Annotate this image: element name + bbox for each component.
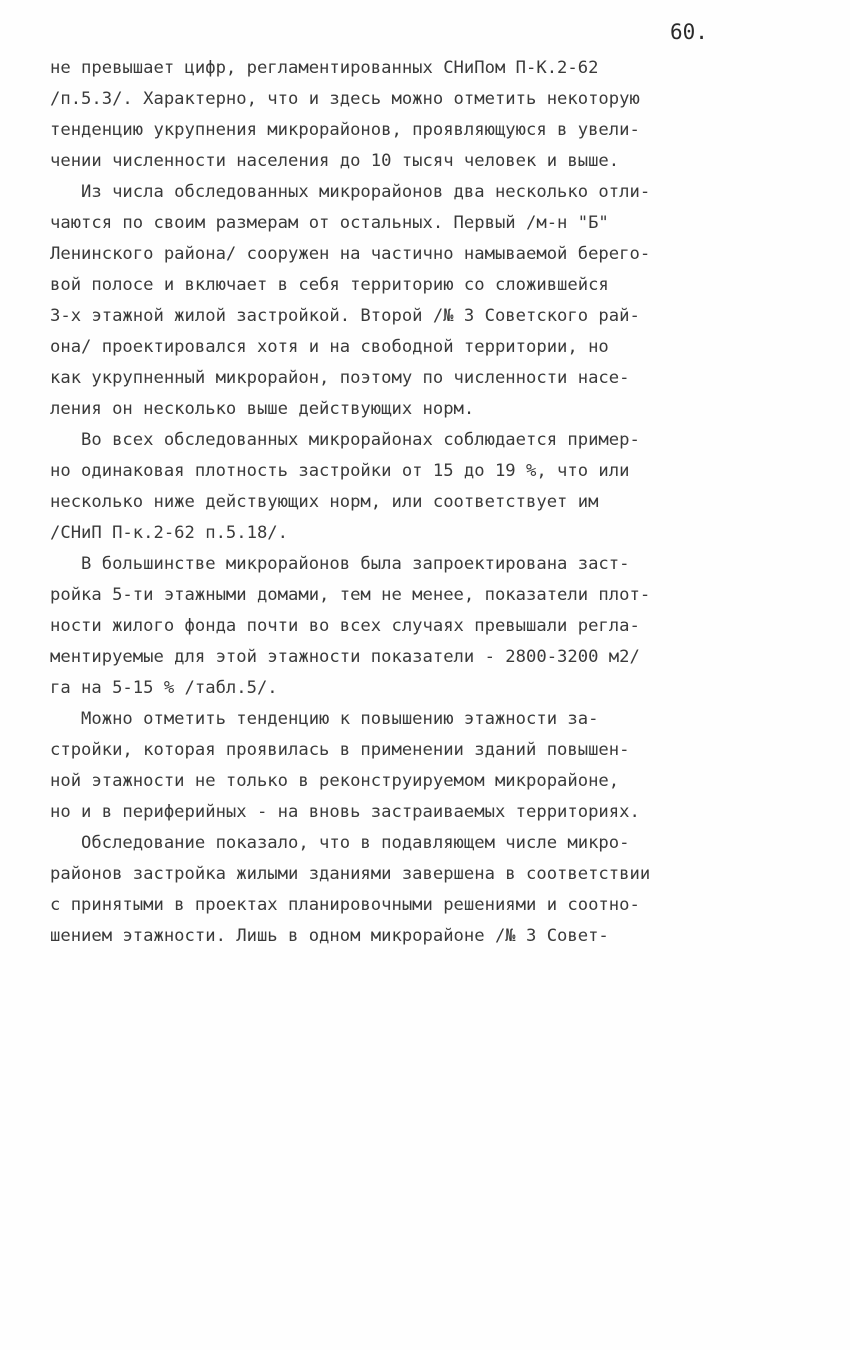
text-line: ности жилого фонда почти во всех случаях превышали регла- [50, 616, 640, 636]
text-line: тенденцию укрупнения микрорайонов, проявляющуюся в увели- [50, 120, 640, 140]
text-line: несколько ниже действующих норм, или соответствует им [50, 492, 599, 512]
text-line: /п.5.3/. Характерно, что и здесь можно отметить некоторую [50, 89, 640, 109]
text-line: но одинаковая плотность застройки от 15 до 19 %, что или [50, 461, 630, 481]
text-line: Из числа обследованных микрорайонов два несколько отли- [50, 182, 651, 202]
body-text [0, 53, 850, 952]
text-line: вой полосе и включает в себя территорию со сложившейся [50, 275, 609, 295]
text-line: с принятыми в проектах планировочными решениями и соотно- [50, 895, 640, 915]
text-line: Ленинского района/ сооружен на частично намываемой берего- [50, 244, 651, 264]
text-line: не превышает цифр, регламентированных СНиПом П-К.2-62 [50, 58, 599, 78]
text-line: /СНиП П-к.2-62 п.5.18/. [50, 523, 288, 543]
text-line: ройка 5-ти этажными домами, тем не менее, показатели плот- [50, 585, 651, 605]
text-line: чаются по своим размерам от остальных. Первый /м-н "Б" [50, 213, 609, 233]
text-line: ления он несколько выше действующих норм. [50, 399, 475, 419]
text-line: 3-х этажной жилой застройкой. Второй /№ 3 Советского рай- [50, 306, 640, 326]
text-line: как укрупненный микрорайон, поэтому по численности насе- [50, 368, 630, 388]
text-line: ной этажности не только в реконструируемом микрорайоне, [50, 771, 620, 791]
text-line: Обследование показало, что в подавляющем числе микро- [50, 833, 630, 853]
text-line: Можно отметить тенденцию к повышению этажности за- [50, 709, 599, 729]
text-line: но и в периферийных - на вновь застраиваемых территориях. [50, 802, 640, 822]
text-line: В большинстве микрорайонов была запроектирована заст- [50, 554, 630, 574]
text-line: шением этажности. Лишь в одном микрорайоне /№ 3 Совет- [50, 926, 609, 946]
text-line: чении численности населения до 10 тысяч человек и выше. [50, 151, 620, 171]
text-line: га на 5-15 % /табл.5/. [50, 678, 278, 698]
text-line: стройки, которая проявилась в применении зданий повышен- [50, 740, 630, 760]
text-line: районов застройка жилыми зданиями завершена в соответствии [50, 864, 651, 884]
text-line: ментируемые для этой этажности показатели - 2800-3200 м2/ [50, 647, 640, 667]
page-number: 60. [670, 20, 708, 44]
text-line: Во всех обследованных микрорайонах соблюдается пример- [50, 430, 640, 450]
text-line: она/ проектировался хотя и на свободной территории, но [50, 337, 609, 357]
